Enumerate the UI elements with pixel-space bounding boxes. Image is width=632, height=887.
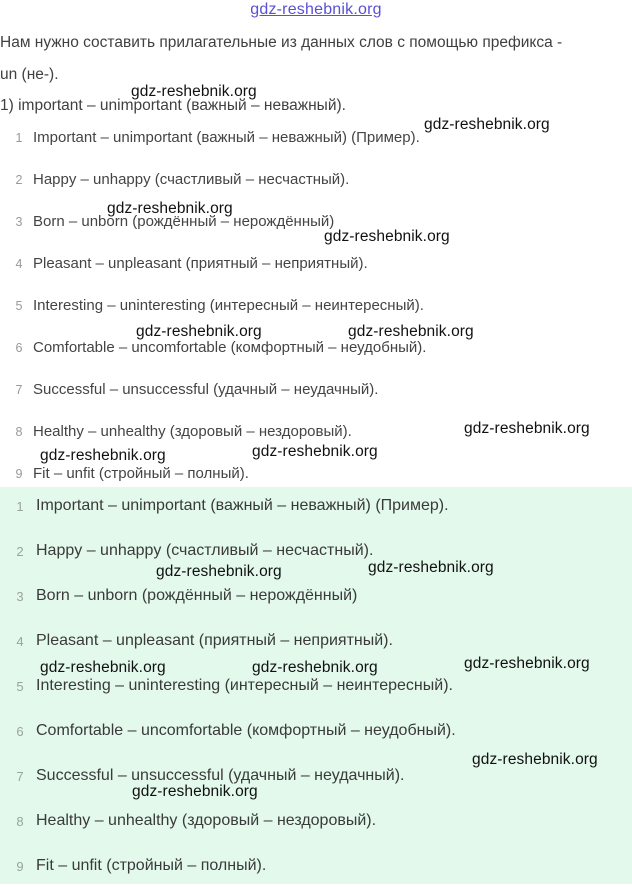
item-text: Fit – unfit (стройный – полный). (33, 465, 249, 482)
intro-line-3: 1) important – unimportant (важный – неважный). (0, 97, 346, 114)
item-text: Pleasant – unpleasant (приятный – неприятный). (36, 632, 393, 649)
item-text: Born – unborn (рождённый – нерождённый) (36, 587, 358, 604)
item-number: 4 (16, 634, 24, 649)
list-item (0, 487, 632, 527)
list-item (0, 802, 632, 842)
item-text: Comfortable – uncomfortable (комфортный – неудобный). (36, 722, 456, 739)
list-item (0, 202, 632, 238)
item-text: Happy – unhappy (счастливый – несчастный). (36, 542, 374, 559)
item-number: 4 (15, 257, 23, 271)
list-item (0, 370, 632, 406)
list-item (0, 328, 632, 364)
watermark: gdz-reshebnik.org (136, 323, 262, 340)
list-item (0, 712, 632, 752)
list-item (0, 286, 632, 322)
item-text: Interesting – uninteresting (интересный – неинтересный). (36, 677, 453, 694)
watermark: gdz-reshebnik.org (368, 559, 494, 576)
item-text: Healthy – unhealthy (здоровый – нездоровый). (36, 812, 377, 829)
item-number: 7 (15, 383, 23, 397)
intro-line-2: un (не-). (0, 66, 59, 83)
watermark: gdz-reshebnik.org (252, 659, 378, 676)
item-text: Comfortable – uncomfortable (комфортный – неудобный). (33, 339, 427, 356)
item-number: 6 (15, 341, 23, 355)
item-number: 3 (16, 589, 24, 604)
item-text: Happy – unhappy (счастливый – несчастный). (33, 171, 350, 188)
list-item (0, 847, 632, 887)
watermark: gdz-reshebnik.org (40, 447, 166, 464)
item-text: Successful – unsuccessful (удачный – неудачный). (36, 767, 405, 784)
list-item (0, 160, 632, 196)
item-text: Healthy – unhealthy (здоровый – нездоровый). (33, 423, 352, 440)
watermark: gdz-reshebnik.org (464, 420, 590, 437)
watermark: gdz-reshebnik.org (472, 751, 598, 768)
item-number: 2 (16, 544, 24, 559)
watermark: gdz-reshebnik.org (424, 116, 550, 133)
watermark: gdz-reshebnik.org (464, 655, 590, 672)
item-text: Important – unimportant (важный – неважный) (Пример). (33, 129, 420, 146)
watermark: gdz-reshebnik.org (252, 443, 378, 460)
item-number: 9 (16, 859, 24, 874)
item-text: Important – unimportant (важный – неважный) (Пример). (36, 497, 449, 514)
watermark: gdz-reshebnik.org (156, 563, 282, 580)
item-number: 8 (15, 425, 23, 439)
list-item (0, 532, 632, 572)
intro-line-1: Нам нужно составить прилагательные из данных слов с помощью префикса - (0, 34, 563, 51)
item-number: 5 (15, 299, 23, 313)
item-number: 9 (15, 467, 23, 481)
watermark: gdz-reshebnik.org (348, 323, 474, 340)
item-number: 3 (15, 215, 23, 229)
watermark: gdz-reshebnik.org (131, 83, 257, 100)
watermark: gdz-reshebnik.org (107, 200, 233, 217)
item-text: Successful – unsuccessful (удачный – неудачный). (33, 381, 379, 398)
list-item (0, 577, 632, 617)
item-number: 7 (16, 769, 24, 784)
item-text: Interesting – uninteresting (интересный – неинтересный). (33, 297, 424, 314)
item-number: 1 (16, 499, 24, 514)
list-item (0, 244, 632, 280)
item-text: Pleasant – unpleasant (приятный – неприятный). (33, 255, 368, 272)
watermark: gdz-reshebnik.org (40, 659, 166, 676)
item-text: Born – unborn (рождённый – нерождённый) (33, 213, 335, 230)
item-number: 6 (16, 724, 24, 739)
watermark: gdz-reshebnik.org (132, 783, 258, 800)
item-number: 8 (16, 814, 24, 829)
item-number: 1 (15, 131, 23, 145)
item-text: Fit – unfit (стройный – полный). (36, 857, 267, 874)
site-header-link[interactable]: gdz-reshebnik.org (250, 1, 382, 18)
watermark: gdz-reshebnik.org (324, 228, 450, 245)
item-number: 5 (16, 679, 24, 694)
item-number: 2 (15, 173, 23, 187)
answer-panel-highlighted (0, 487, 632, 884)
